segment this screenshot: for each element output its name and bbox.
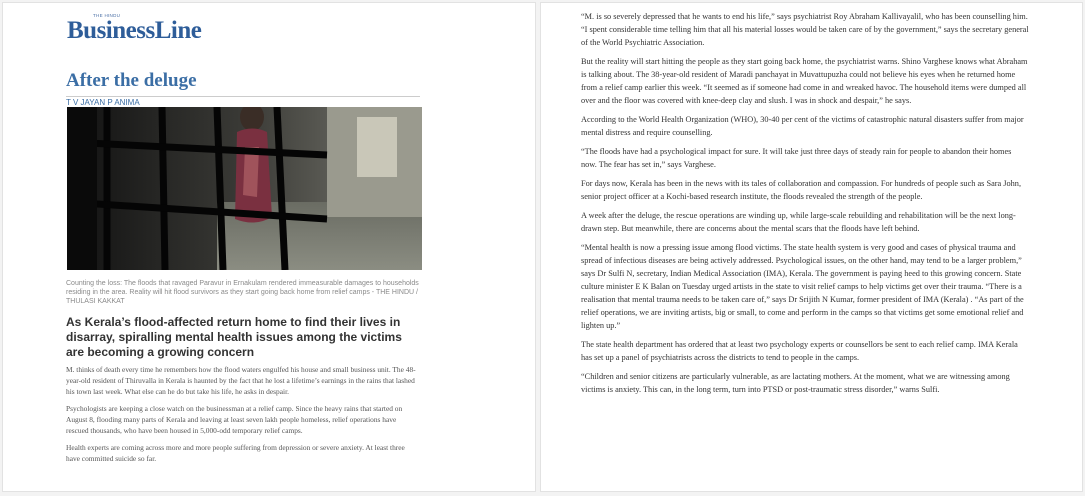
- body-paragraph: The state health department has ordered that at least two psychology experts or counsellors be sent to each relief camp. IMA Kerala has set up a panel of psychiatrists across the districts to tend to people in the camps.: [581, 340, 1018, 362]
- body-paragraph: According to the World Health Organization (WHO), 30-40 per cent of the victims of catastrophic natural disasters suffer from major mental distress and require counselling.: [581, 115, 1024, 137]
- body-paragraph: “Children and senior citizens are particularly vulnerable, as are lactating mothers. At the moment, what we are witnessing among victims is anxiety. This can, in the long term, turn into PTSD or post-traumatic stress disorder,” warns Sulfi.: [581, 372, 1010, 394]
- logo-parent-brand: THE HINDU: [93, 13, 121, 18]
- page-right: [540, 2, 1083, 492]
- headline-divider: [66, 96, 420, 97]
- article-standfirst: As Kerala’s flood-affected return home to find their lives in disarray, spiralling mental health issues among the victims are becoming a growing concern: [66, 315, 402, 359]
- body-paragraph: Health experts are coming across more and more people suffering from depression or severe anxiety. At least three have committed suicide so far.: [66, 443, 405, 463]
- flood-photo: [67, 107, 422, 270]
- body-paragraph: Psychologists are keeping a close watch on the businessman at a relief camp. Since the heavy rains that started on August 8, flooding many parts of Kerala and leaving at least seven lakh people homeless, relief operations have rescued thousands, who have been housed in 5,000-odd temporary relief camps.: [66, 404, 403, 435]
- article-byline: T V JAYAN P ANIMA: [66, 98, 140, 107]
- left-body: [66, 364, 418, 470]
- publication-logo: [67, 13, 201, 43]
- logo-wordmark: BusinessLine: [67, 17, 202, 44]
- page-left: [2, 2, 536, 492]
- body-paragraph: M. thinks of death every time he remembers how the flood waters engulfed his house and small business unit. The 48-year-old resident of Thiruvalla in Kerala is haunted by the fact that he lost a lifetime’s earnings in the rains that lashed his town last week. What else can he do but take his life, he asks in despair.: [66, 365, 416, 396]
- right-body: [581, 10, 1029, 402]
- body-paragraph: A week after the deluge, the rescue operations are winding up, while large-scale rebuilding and rehabilitation will be the next long-drawn step. But meanwhile, there are concerns about the mental scars that the floods have left behind.: [581, 211, 1016, 233]
- photo-caption: Counting the loss: The floods that ravaged Paravur in Ernakulam rendered immeasurable damages to households residing in the area. Reality will hit flood survivors as they start going back home from relief camps - THE HINDU / THULASI KAKKAT: [66, 280, 419, 305]
- body-paragraph: For days now, Kerala has been in the news with its tales of collaboration and compassion. For hundreds of people such as Sara John, senior project officer at a Kochi-based research institute, the floods revealed the strength of the people.: [581, 179, 1022, 201]
- article-headline: After the deluge: [66, 70, 197, 91]
- body-paragraph: “The floods have had a psychological impact for sure. It will take just three days of steady rain for people to abandon their homes now. The fear has set in,” says Varghese.: [581, 147, 1012, 169]
- body-paragraph: “M. is so severely depressed that he wants to end his life,” says psychiatrist Roy Abraham Kallivayalil, who has been counselling him. “I spent considerable time telling him that all his material losses would be taken care of by the government,” says the secretary general of the World Psychiatric Association.: [581, 12, 1029, 47]
- body-paragraph: But the reality will start hitting the people as they start going back home, the psychiatrist warns. Shino Varghese knows what Abraham is talking about. The 38-year-old resident of Maradi panchayat in Muvattupuzha could not believe his eyes when he returned home from a relief camp earlier this week. “It seemed as if someone had come in and wreaked havoc. The household items were dumped all over and the floor was covered with knee-deep clay and slush. I was in shock and despair,” he says.: [581, 57, 1028, 105]
- body-paragraph: “Mental health is now a pressing issue among flood victims. The state health system is very good and cases of physical trauma and spread of infectious diseases are being actively addressed. Psychological issues, on the other hand, may tend to be a larger problem,” says Dr Sulfi N, secretary, Indian Medical Association (IMA), Kerala. The government is paying heed to this growing concern. State culture minister E K Balan on Tuesday urged artists in the state to visit relief camps to help victims get over their trauma. “There is a realisation that mental trauma needs to be taken care of,” says Dr Srijith N Kumar, former president of IMA (Kerala) . “As part of the relief operations, we are inviting artists, big or small, to come and perform in the camps so that victims get some emotional relief and lighten up.”: [581, 243, 1024, 330]
- flood-photo-illustration: [67, 107, 422, 270]
